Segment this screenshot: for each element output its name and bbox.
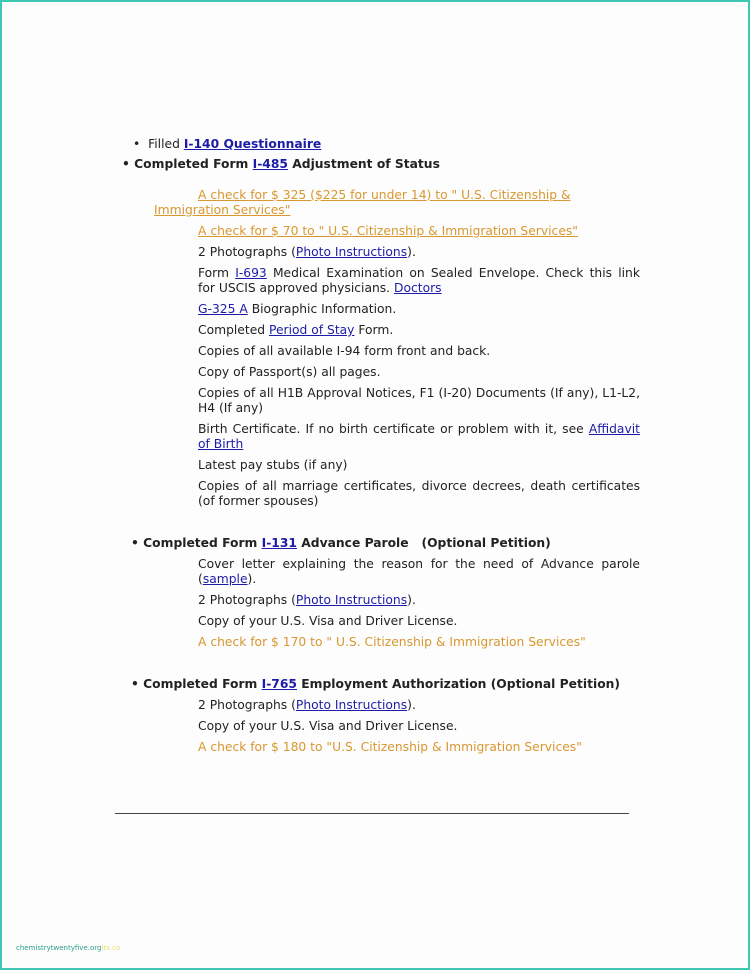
check-325-cont[interactable]: Immigration Services" [154, 203, 291, 217]
i485-link[interactable]: I-485 [252, 157, 288, 171]
check-170: A check for $ 170 to " U.S. Citizenship & Immigration Services" [198, 635, 586, 649]
photo-instructions-link[interactable]: Photo Instructions [295, 698, 408, 712]
item-i765: • Completed Form I-765 Employment Authorization (Optional Petition) [131, 677, 621, 691]
i94: Copies of all available I-94 form front and back. [198, 344, 491, 358]
passport: Copy of Passport(s) all pages. [198, 365, 381, 379]
label: Employment Authorization (Optional Petition) [301, 677, 621, 691]
text: ). [247, 572, 257, 586]
i765-link[interactable]: I-765 [261, 677, 297, 691]
label: Completed Form [143, 677, 258, 691]
g325-link[interactable]: G-325 A [198, 302, 248, 316]
photo-instructions-link[interactable]: Photo Instructions [295, 593, 408, 607]
label: Adjustment of Status [292, 157, 440, 171]
watermark-b: lts.co [101, 944, 121, 952]
visa: Copy of your U.S. Visa and Driver License. [198, 614, 458, 628]
watermark-a: chemistrytwentyfive.org [16, 944, 102, 952]
g325 [198, 302, 396, 317]
text: Completed [198, 323, 266, 337]
i140-link[interactable]: I-140 Questionnaire [183, 137, 322, 151]
visa: Copy of your U.S. Visa and Driver License. [198, 719, 458, 733]
text: Form. [358, 323, 394, 337]
photos [198, 698, 416, 713]
text: 2 Photographs ( [198, 245, 296, 259]
text: Cover letter explaining the reason for the need of Advance parole ( [198, 557, 640, 586]
item-i140: • Filled I-140 Questionnaire [133, 137, 322, 151]
label: Completed Form [134, 157, 249, 171]
text: 2 Photographs ( [198, 593, 296, 607]
medical [198, 266, 640, 296]
label: Completed Form [143, 536, 258, 550]
divider [115, 813, 629, 814]
text: ). [407, 245, 416, 259]
label: Advance Parole (Optional Petition) [301, 536, 551, 550]
text: ). [407, 593, 416, 607]
affidavit-link[interactable]: Affidavit of Birth [198, 422, 640, 451]
text: Form [198, 266, 229, 280]
text: 2 Photographs ( [198, 698, 296, 712]
cover-letter [198, 557, 640, 587]
sample-link[interactable]: sample [202, 572, 248, 586]
period-of-stay-link[interactable]: Period of Stay [269, 323, 355, 337]
item-i131: • Completed Form I-131 Advance Parole (Optional Petition) [131, 536, 551, 550]
i131-link[interactable]: I-131 [261, 536, 297, 550]
photo-instructions-link[interactable]: Photo Instructions [295, 245, 408, 259]
label: Filled [148, 137, 180, 151]
marriage: Copies of all marriage certificates, divorce decrees, death certificates (of former spouses) [198, 479, 640, 508]
text: Medical Examination on Sealed Envelope. Check this link for USCIS approved physicians. [198, 266, 640, 295]
birth [198, 422, 640, 452]
photos [198, 245, 416, 260]
check-70[interactable]: A check for $ 70 to " U.S. Citizenship & Immigration Services" [198, 224, 578, 238]
paystubs: Latest pay stubs (if any) [198, 458, 348, 472]
text: ). [407, 698, 416, 712]
h1b: Copies of all H1B Approval Notices, F1 (I-20) Documents (If any), L1-L2, H4 (If any) [198, 386, 640, 415]
period-of-stay [198, 323, 393, 338]
text: Biographic Information. [251, 302, 397, 316]
doctors-link[interactable]: Doctors [394, 281, 442, 295]
photos [198, 593, 416, 608]
check-325[interactable]: A check for $ 325 ($225 for under 14) to " U.S. Citizenship & [198, 188, 571, 202]
watermark [16, 944, 120, 952]
i693-link[interactable]: I-693 [235, 266, 267, 280]
text: Birth Certificate. If no birth certificate or problem with it, see [198, 422, 584, 436]
item-i485: • Completed Form I-485 Adjustment of Status [122, 157, 440, 171]
check-180: A check for $ 180 to "U.S. Citizenship & Immigration Services" [198, 740, 582, 754]
